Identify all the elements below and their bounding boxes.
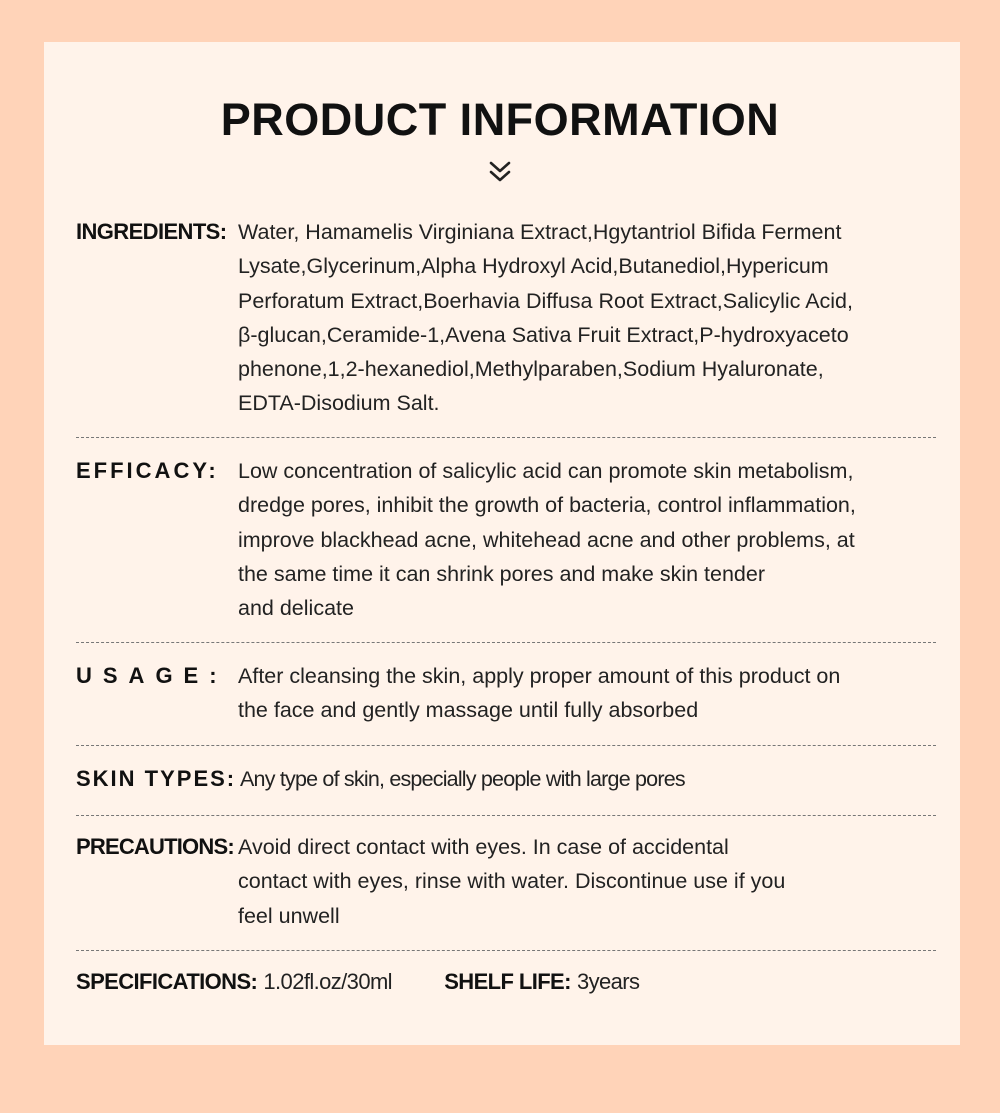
shelf-life-value: 3years (576, 969, 640, 994)
specifications-row (76, 965, 936, 999)
efficacy-text: Low concentration of salicylic acid can promote skin metabolism, dredge pores, inhibit the growth of bacteria, control inflammation, improve blackhead acne, whitehead acne and other problems, at the same time it can shrink pores and make skin tender and delicate (238, 459, 856, 621)
ingredients-text: Water, Hamamelis Virginiana Extract,Hgytantriol Bifida Ferment Lysate,Glycerinum,Alpha Hydroxyl Acid,Butanediol,Hypericum Perforatum Extract,Boerhavia Diffusa Root Extract,Salicylic Acid, β-glucan,Ceramide-1,Avena Sativa Fruit Extract,P-hydroxyaceto phenone,1,2-hexanediol,Methylparaben,Sodium Hyaluronate, EDTA-Disodium Salt. (238, 220, 853, 416)
section-divider (76, 642, 936, 643)
specifications-value: 1.02fl.oz/30ml (263, 969, 392, 994)
efficacy-label: EFFICACY: (76, 458, 219, 483)
section-divider (76, 745, 936, 746)
usage-text: After cleansing the skin, apply proper amount of this product on the face and gently massage until fully absorbed (238, 664, 841, 723)
precautions-section (76, 830, 946, 936)
skin-types-label: SKIN TYPES: (76, 766, 237, 791)
skin-types-text: Any type of skin, especially people with large pores (240, 767, 685, 791)
precautions-text: Avoid direct contact with eyes. In case of accidental contact with eyes, rinse with water. Discontinue use if you feel unwell (238, 835, 786, 928)
section-divider (76, 815, 936, 816)
double-chevron-down-icon (487, 160, 513, 184)
section-divider (76, 950, 936, 951)
efficacy-section (76, 454, 946, 630)
ingredients-section (76, 215, 946, 425)
shelf-life-label: SHELF LIFE: (444, 969, 571, 994)
section-divider (76, 437, 936, 438)
usage-section (76, 659, 946, 729)
skin-types-section (76, 762, 946, 798)
specifications-label: SPECIFICATIONS: (76, 969, 258, 994)
precautions-label: PRECAUTIONS: (76, 834, 234, 859)
usage-label: USAGE: (76, 663, 228, 688)
page-title: PRODUCT INFORMATION (220, 94, 780, 145)
ingredients-label: INGREDIENTS: (76, 219, 227, 244)
